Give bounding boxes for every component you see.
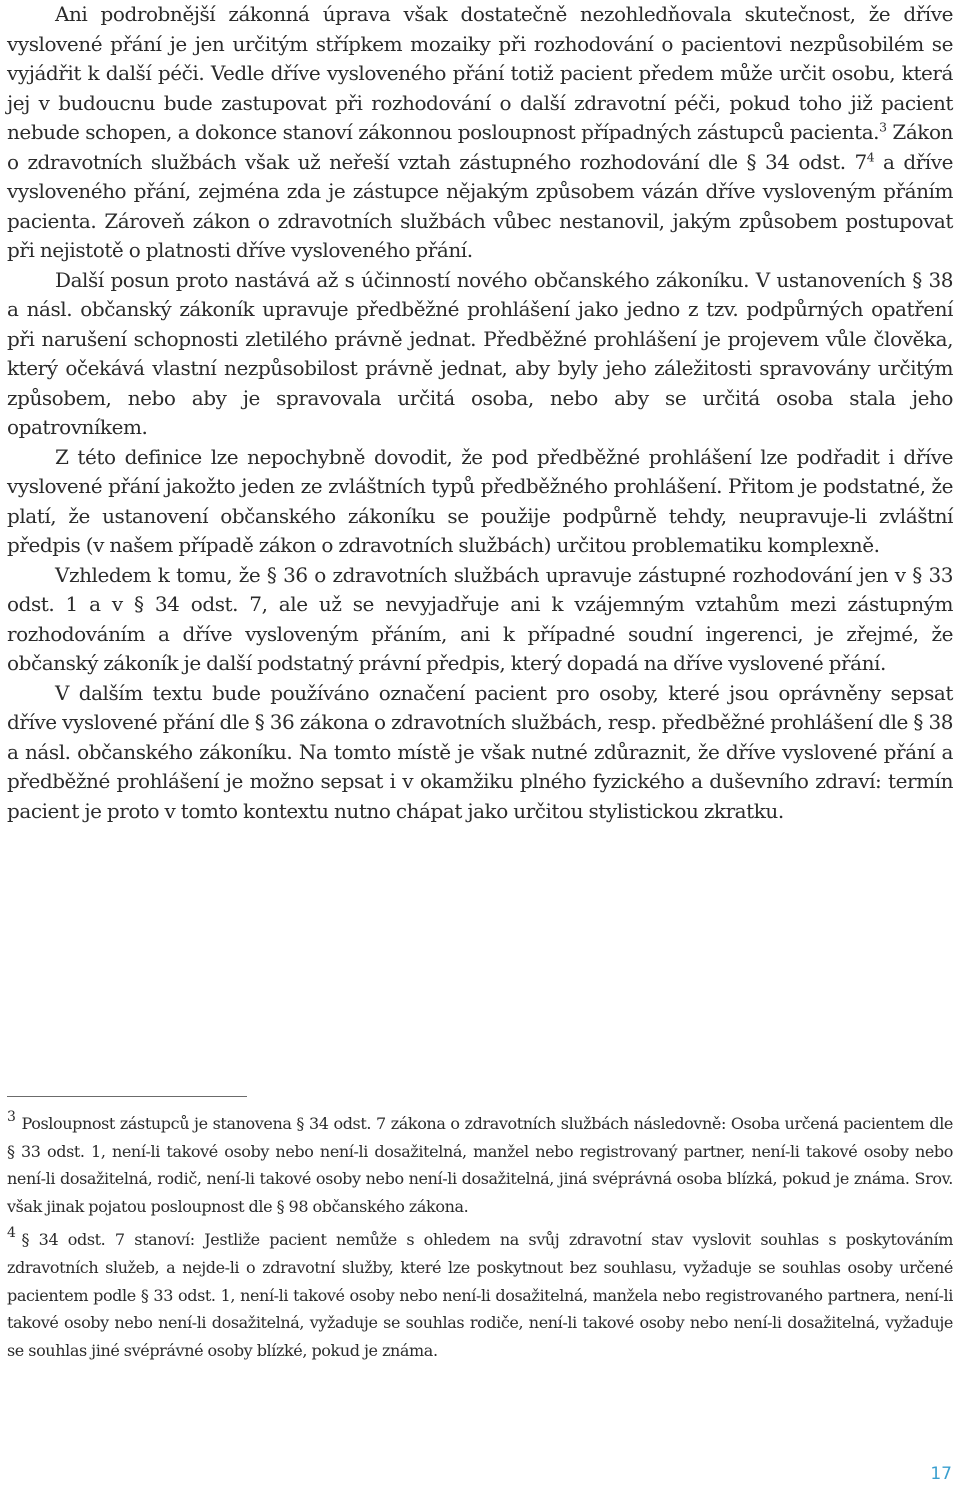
paragraph-1-part-1: Ani podrobnější zákonná úprava však dostatečně nezohledňovala skutečnost, že dříve vyslovené přání je jen určitým střípkem mozaiky při rozhodování o pacientovi nezpůsobilém se vyjádřit k další péči. Vedle dříve vysloveného přání totiž pacient předem může určit osobu, která jej v budoucnu bude zastupovat při rozhodování o další zdravotní péči, pokud toho již pacient nebude schopen, a dokonce stanoví zákonnou posloupnost případných zástupců pacienta. xyxy=(7,2,953,144)
footnote-ref-3[interactable]: 3 xyxy=(879,119,887,135)
paragraph-1 xyxy=(7,0,953,266)
paragraph-3: Z této definice lze nepochybně dovodit, že pod předběžné prohlášení lze podřadit i dříve vyslovené přání jakožto jeden ze zvláštních typů předběžného prohlášení. Přitom je podstatné, že platí, že ustanovení občanského zákoníku se použije podpůrně tehdy, neupravuje-li zvláštní předpis (v našem případě zákon o zdravotních službách) určitou problematiku komplexně. xyxy=(7,444,953,557)
paragraph-5: V dalším textu bude používáno označení pacient pro osoby, které jsou oprávněny sepsat dříve vyslovené přání dle § 36 zákona o zdravotních službách, resp. předběžné prohlášení dle § 38 a násl. občanského zákoníku. Na tomto místě je však nutné zdůraznit, že dříve vyslovené přání a předběžné prohlášení je možno sepsat i v okamžiku plného fyzického a duševního zdraví: termín pacient je proto v tomto kontextu nutno chápat jako určitou stylistickou zkratku. xyxy=(7,680,953,823)
footnote-text-4: § 34 odst. 7 stanoví: Jestliže pacient nemůže s ohledem na svůj zdravotní stav vyslovit souhlas s poskytováním zdravotních služeb, a nejde-li o zdravotní služby, které lze poskytnout bez souhlasu, vyžaduje se souhlas osoby určené pacientem podle § 33 odst. 1, není-li takové osoby nebo není-li dosažitelná, manžela nebo registrovaného partnera, není-li takové osoby nebo není-li dosažitelná, vyžaduje se souhlas rodiče, není-li takové osoby nebo není-li dosažitelná, vyžaduje se souhlas jiné svéprávné osoby blízké, pokud je známa. xyxy=(7,1230,953,1360)
footnote-3 xyxy=(7,1110,953,1220)
footnote-mark-4: 4 xyxy=(7,1224,16,1241)
page-number: 17 xyxy=(930,1464,952,1484)
footnote-4 xyxy=(7,1226,953,1364)
footnote-text-3: Posloupnost zástupců je stanovena § 34 odst. 7 zákona o zdravotních službách následovně: Osoba určená pacientem dle § 33 odst. 1, není-li takové osoby nebo není-li dosažitelná, manžel nebo registrovaný partner, není-li takové osoby nebo není-li dosažitelná, rodič, není-li takové osoby nebo není-li dosažitelná, jiná svéprávná osoba blízká, pokud je známa. Srov. však jinak pojatou posloupnost dle § 98 občanského zákona. xyxy=(7,1114,953,1216)
main-text xyxy=(7,0,953,826)
footnote-divider xyxy=(7,1096,247,1097)
footnotes xyxy=(7,1110,953,1370)
paragraph-1-part-2: Zákon o zdravotních službách však už neřeší vztah zástupného rozhodování dle § 34 odst. 7 xyxy=(7,120,953,174)
footnote-mark-3: 3 xyxy=(7,1108,16,1125)
paragraph-4: Vzhledem k tomu, že § 36 o zdravotních službách upravuje zástupné rozhodování jen v § 33 odst. 1 a v § 34 odst. 7, ale už se nevyjadřuje ani k vzájemným vztahům mezi zástupným rozhodováním a dříve vysloveným přáním, ani k případné soudní ingerenci, je zřejmé, že občanský zákoník je další podstatný právní předpis, který dopadá na dříve vyslovené přání. xyxy=(7,562,953,675)
paragraph-1-part-3: a dříve vysloveného přání, zejména zda je zástupce nějakým způsobem vázán dříve vysloveným přáním pacienta. Zároveň zákon o zdravotních službách vůbec nestanovil, jakým způsobem postupovat při nejistotě o platnosti dříve vysloveného přání. xyxy=(7,149,953,262)
paragraph-2: Další posun proto nastává až s účinností nového občanského zákoníku. V ustanoveních § 38 a násl. občanský zákoník upravuje předběžné prohlášení jako jedno z tzv. podpůrných opatření při narušení schopnosti zletilého právně jednat. Předběžné prohlášení je projevem vůle člověka, který očekává vlastní nezpůsobilost právně jednat, aby byly jeho záležitosti spravovány určitým způsobem, nebo aby je spravovala určitá osoba, nebo aby se určitá osoba stala jeho opatrovníkem. xyxy=(7,267,953,439)
footnote-ref-4[interactable]: 4 xyxy=(866,149,875,165)
